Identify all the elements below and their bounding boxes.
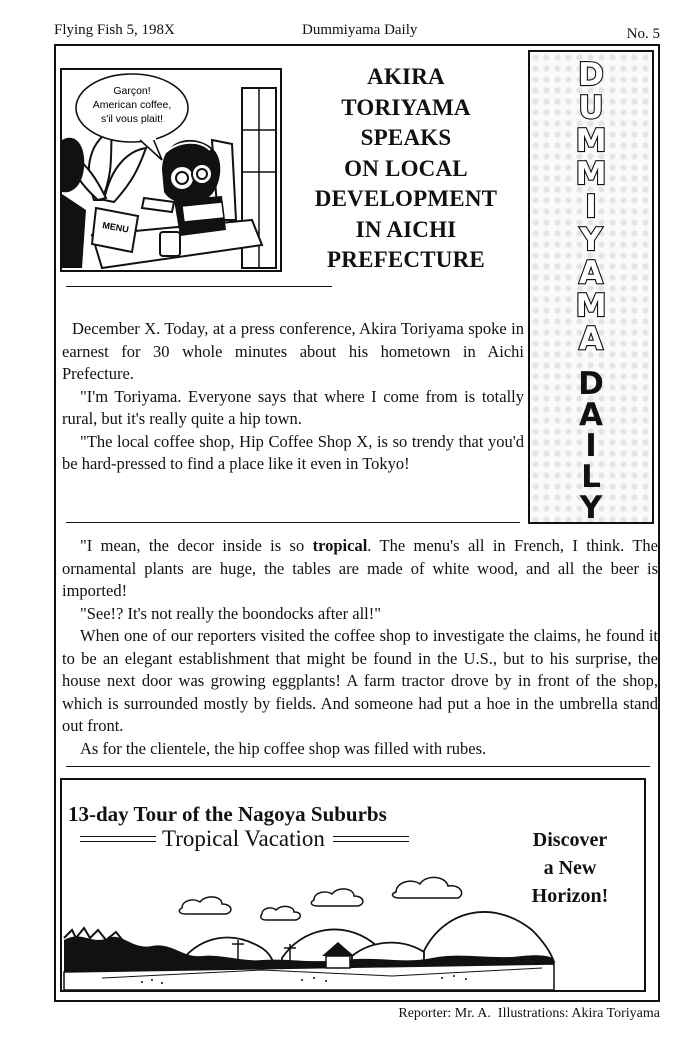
headline-line: IN AICHI <box>355 216 457 242</box>
credits-footer: Reporter: Mr. A. Illustrations: Akira Toriyama <box>398 1006 660 1021</box>
article-paragraph: "I'm Toriyama. Everyone says that where I come from is totally rural, but it's really quite a hip town. <box>62 386 524 428</box>
masthead-letter: D <box>578 57 604 93</box>
article-paragraph: When one of our reporters visited the coffee shop to investigate the claims, he found it to be an elegant establishment that might be found in the U.S., but to his surprise, the house next door was growing eggplants! A farm tractor drove by in front of the shop, which is surrounded mostly by fields. And someone had put a hoe in the umbrella stand out front. <box>62 626 658 735</box>
speech-line-3: s'il vous plait! <box>100 113 164 125</box>
masthead-letter: Y <box>579 222 603 258</box>
headline-line: ON LOCAL <box>344 155 468 181</box>
vertical-masthead <box>528 50 654 524</box>
article-paragraph: "See!? It's not really the boondocks after all!" <box>80 603 381 623</box>
section-divider <box>66 522 520 523</box>
double-rule <box>80 836 156 842</box>
newspaper-name: Dummiyama Daily <box>302 22 418 38</box>
masthead-letter: I <box>585 189 597 225</box>
slogan-line: Discover <box>532 829 608 851</box>
headline-line: AKIRA <box>367 64 445 89</box>
section-divider <box>66 766 650 767</box>
speech-line-2: American coffee, <box>92 99 172 111</box>
headline-line: DEVELOPMENT <box>314 186 498 211</box>
article-paragraph: "The local coffee shop, Hip Coffee Shop X, is so trendy that you'd be hard-pressed to find a place like it even in Tokyo! <box>62 431 524 473</box>
masthead-daily-letter: D <box>578 366 604 402</box>
article-column-bottom <box>62 535 658 760</box>
emphasis-word: tropical <box>312 536 368 555</box>
article-column-top <box>62 318 524 476</box>
masthead-lettering <box>530 52 652 522</box>
double-rule <box>333 836 409 842</box>
masthead-daily-letter: Y <box>579 490 603 522</box>
page-header <box>54 22 660 44</box>
article-paragraph: December X. Today, at a press conference, Akira Toriyama spoke in earnest for 30 whole minutes about his hometown in Aichi Prefecture. <box>62 319 524 383</box>
masthead-letter: U <box>578 90 604 126</box>
slogan-line: a New <box>543 857 597 879</box>
article-paragraph: "I mean, the decor inside is so tropical. The menu's all in French, I think. The ornamental plants are huge, the tables are made of white wood, and all the beer is imported! <box>62 536 658 600</box>
masthead-letter: M <box>575 123 607 159</box>
article-headline <box>290 62 522 276</box>
tour-advertisement <box>60 778 646 992</box>
masthead-daily-letter: L <box>581 459 601 495</box>
masthead-daily-letter: I <box>585 428 597 464</box>
ad-title: 13-day Tour of the Nagoya Suburbs <box>68 802 387 826</box>
headline-line: PREFECTURE <box>327 247 485 272</box>
masthead-letter: A <box>579 321 603 357</box>
ad-subtitle <box>80 826 409 852</box>
menu-label: MENU <box>101 220 130 235</box>
ad-slogan <box>506 826 634 910</box>
issue-number: No. 5 <box>626 26 660 42</box>
section-divider <box>66 286 332 287</box>
masthead-letter: M <box>575 288 607 324</box>
comic-panel <box>60 68 282 272</box>
comic-illustration <box>62 70 280 270</box>
article-paragraph: As for the clientele, the hip coffee shop was filled with rubes. <box>80 738 487 758</box>
masthead-daily-letter: A <box>579 397 603 433</box>
headline-line: SPEAKS <box>360 125 452 150</box>
ad-subtitle-text: Tropical Vacation <box>162 826 325 851</box>
masthead-letter: A <box>579 255 603 291</box>
speech-line-1: Garçon! <box>113 85 151 97</box>
issue-date: Flying Fish 5, 198X <box>54 22 175 38</box>
slogan-line: Horizon! <box>531 885 609 907</box>
headline-line: TORIYAMA <box>341 94 471 120</box>
masthead-letter: M <box>575 156 607 192</box>
